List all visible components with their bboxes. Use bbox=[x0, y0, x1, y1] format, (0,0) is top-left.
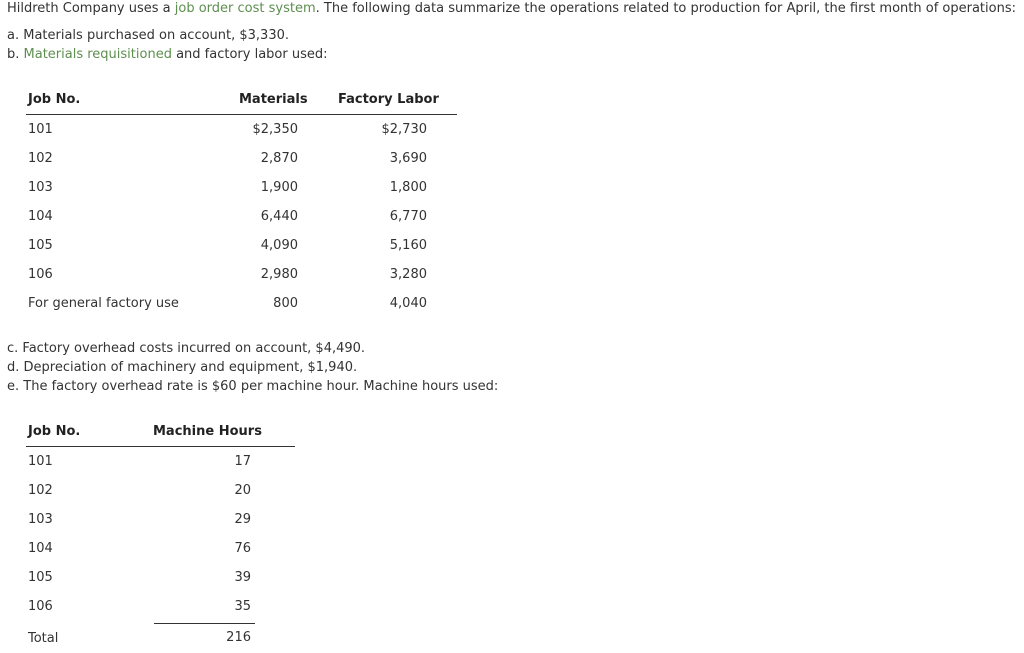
item-e: e. The factory overhead rate is $60 per machine hour. Machine hours used: bbox=[7, 379, 499, 394]
item-b-prefix: b. bbox=[7, 47, 24, 62]
total-value: 216 bbox=[226, 630, 251, 645]
intro-suffix: . The following data summarize the operations related to production for April, the first month of operations: bbox=[315, 1, 1016, 16]
item-c: c. Factory overhead costs incurred on account, $4,490. bbox=[7, 341, 366, 356]
materials-value: 1,900 bbox=[260, 180, 298, 195]
job-number: 106 bbox=[28, 267, 53, 282]
job-number: 102 bbox=[28, 151, 53, 166]
table1-header-labor: Factory Labor bbox=[338, 92, 439, 107]
job-number: 101 bbox=[28, 122, 53, 137]
job-number: For general factory use bbox=[28, 296, 179, 311]
labor-value: 5,160 bbox=[389, 238, 427, 253]
materials-value: 6,440 bbox=[260, 209, 298, 224]
total-label: Total bbox=[28, 631, 59, 646]
intro-text bbox=[7, 1, 1016, 16]
labor-value: 4,040 bbox=[389, 296, 427, 311]
materials-requisitioned-link[interactable]: Materials requisitioned bbox=[23, 47, 172, 62]
job-number: 101 bbox=[28, 454, 53, 469]
materials-value: 2,870 bbox=[260, 151, 298, 166]
table2-header-hours: Machine Hours bbox=[153, 424, 262, 439]
job-order-cost-system-link[interactable]: job order cost system bbox=[174, 1, 316, 16]
materials-value: 800 bbox=[273, 296, 298, 311]
table2-header-job: Job No. bbox=[28, 424, 81, 439]
materials-value: 4,090 bbox=[260, 238, 298, 253]
labor-value: 6,770 bbox=[389, 209, 427, 224]
table1-header-job: Job No. bbox=[28, 92, 81, 107]
labor-value: $2,730 bbox=[381, 122, 427, 137]
labor-value: 1,800 bbox=[389, 180, 427, 195]
labor-value: 3,690 bbox=[389, 151, 427, 166]
table1-header-materials: Materials bbox=[239, 92, 308, 107]
job-number: 106 bbox=[28, 599, 53, 614]
hours-value: 20 bbox=[234, 483, 251, 498]
job-number: 104 bbox=[28, 209, 53, 224]
hours-value: 17 bbox=[234, 454, 251, 469]
job-number: 105 bbox=[28, 570, 53, 585]
labor-value: 3,280 bbox=[389, 267, 427, 282]
item-b bbox=[7, 47, 328, 62]
job-number: 103 bbox=[28, 512, 53, 527]
item-b-suffix: and factory labor used: bbox=[171, 47, 328, 62]
job-number: 103 bbox=[28, 180, 53, 195]
hours-value: 39 bbox=[234, 570, 251, 585]
hours-value: 29 bbox=[234, 512, 251, 527]
materials-value: $2,350 bbox=[252, 122, 298, 137]
hours-value: 35 bbox=[234, 599, 251, 614]
job-number: 102 bbox=[28, 483, 53, 498]
table1-header-rule bbox=[26, 114, 457, 115]
materials-value: 2,980 bbox=[260, 267, 298, 282]
job-number: 104 bbox=[28, 541, 53, 556]
item-a: a. Materials purchased on account, $3,330. bbox=[7, 28, 290, 43]
item-d: d. Depreciation of machinery and equipment, $1,940. bbox=[7, 360, 358, 375]
hours-value: 76 bbox=[234, 541, 251, 556]
total-rule bbox=[154, 623, 255, 624]
job-number: 105 bbox=[28, 238, 53, 253]
intro-prefix: Hildreth Company uses a bbox=[7, 1, 175, 16]
table2-header-rule bbox=[26, 446, 295, 447]
